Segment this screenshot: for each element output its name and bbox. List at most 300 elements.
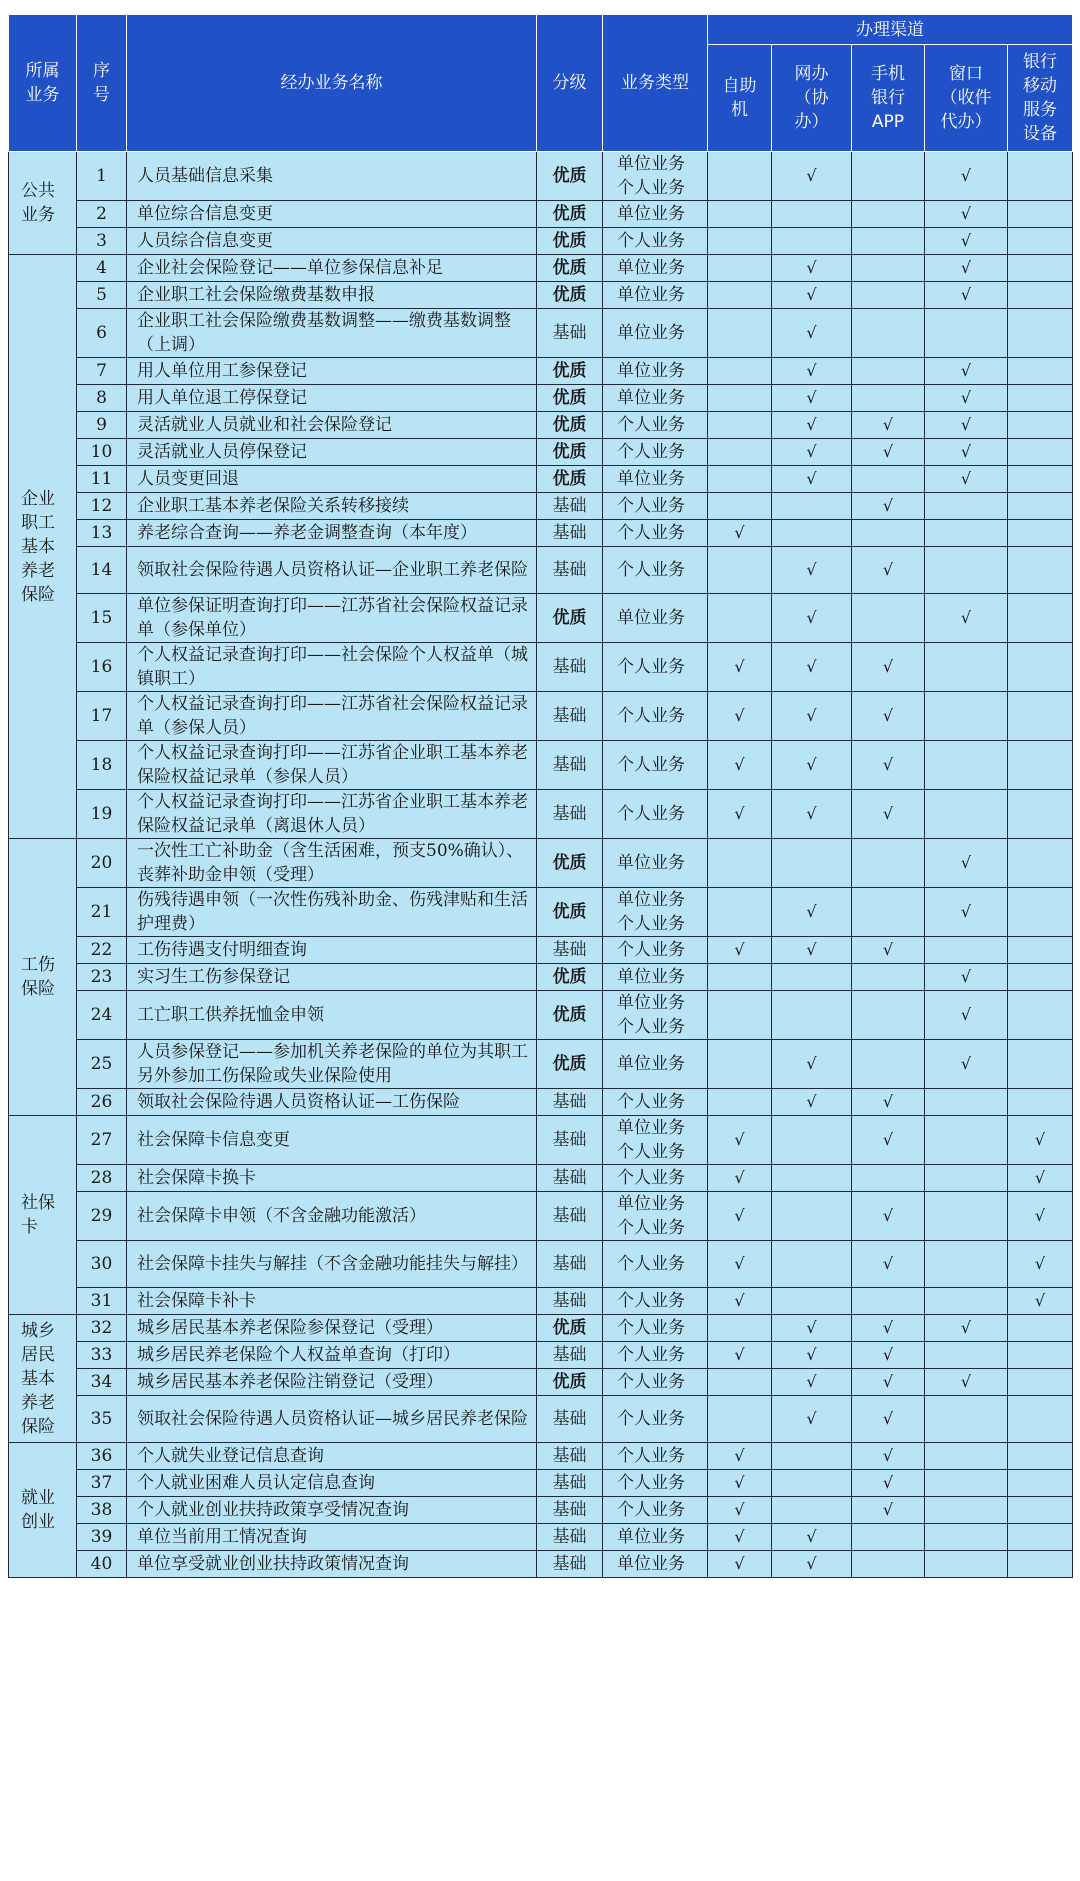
check-mark-mobile-bank: √ — [852, 1089, 925, 1116]
check-mark-self-service: √ — [708, 1551, 772, 1578]
empty-cell-mobile-bank — [852, 358, 925, 385]
empty-cell-mobile-bank — [852, 466, 925, 493]
empty-cell-bank-device — [1008, 309, 1073, 358]
check-mark-mobile-bank: √ — [852, 1470, 925, 1497]
cell-seq: 11 — [77, 466, 127, 493]
check-mark-mobile-bank: √ — [852, 493, 925, 520]
cell-seq: 27 — [77, 1116, 127, 1165]
cell-service-name: 城乡居民基本养老保险注销登记（受理） — [127, 1369, 537, 1396]
empty-cell-window — [925, 1524, 1008, 1551]
empty-cell-mobile-bank — [852, 888, 925, 937]
empty-cell-online — [772, 1116, 852, 1165]
cell-seq: 4 — [77, 255, 127, 282]
check-mark-window: √ — [925, 358, 1008, 385]
cell-business-type: 个人业务 — [603, 520, 708, 547]
cell-level: 基础 — [537, 643, 603, 692]
check-mark-online: √ — [772, 1551, 852, 1578]
cell-business-group: 企业 职工 基本 养老 保险 — [9, 255, 77, 839]
cell-service-name: 企业职工社会保险缴费基数调整——缴费基数调整（上调） — [127, 309, 537, 358]
cell-business-type: 单位业务 — [603, 282, 708, 309]
cell-service-name: 养老综合查询——养老金调整查询（本年度） — [127, 520, 537, 547]
table-row — [9, 282, 1073, 309]
header-group: 所属 业务 — [9, 15, 77, 152]
check-mark-mobile-bank: √ — [852, 741, 925, 790]
check-mark-self-service: √ — [708, 741, 772, 790]
empty-cell-bank-device — [1008, 643, 1073, 692]
cell-level: 基础 — [537, 790, 603, 839]
empty-cell-bank-device — [1008, 692, 1073, 741]
empty-cell-bank-device — [1008, 1040, 1073, 1089]
check-mark-window: √ — [925, 255, 1008, 282]
cell-business-type: 单位业务 — [603, 839, 708, 888]
table-row — [9, 692, 1073, 741]
empty-cell-self-service — [708, 888, 772, 937]
empty-cell-bank-device — [1008, 991, 1073, 1040]
empty-cell-self-service — [708, 282, 772, 309]
table-row — [9, 493, 1073, 520]
cell-service-name: 人员基础信息采集 — [127, 152, 537, 201]
check-mark-online: √ — [772, 412, 852, 439]
cell-seq: 23 — [77, 964, 127, 991]
cell-business-type: 个人业务 — [603, 1369, 708, 1396]
cell-service-name: 城乡居民基本养老保险参保登记（受理） — [127, 1315, 537, 1342]
cell-level: 基础 — [537, 1443, 603, 1470]
cell-seq: 10 — [77, 439, 127, 466]
check-mark-self-service: √ — [708, 520, 772, 547]
check-mark-online: √ — [772, 741, 852, 790]
empty-cell-bank-device — [1008, 1470, 1073, 1497]
empty-cell-self-service — [708, 547, 772, 594]
empty-cell-self-service — [708, 309, 772, 358]
cell-seq: 14 — [77, 547, 127, 594]
cell-business-type: 单位业务 个人业务 — [603, 1116, 708, 1165]
empty-cell-bank-device — [1008, 493, 1073, 520]
check-mark-online: √ — [772, 255, 852, 282]
cell-seq: 35 — [77, 1396, 127, 1443]
check-mark-bank-device: √ — [1008, 1288, 1073, 1315]
cell-level: 基础 — [537, 1396, 603, 1443]
header-level: 分级 — [537, 15, 603, 152]
check-mark-self-service: √ — [708, 1443, 772, 1470]
check-mark-self-service: √ — [708, 1342, 772, 1369]
cell-service-name: 个人权益记录查询打印——江苏省企业职工基本养老保险权益记录单（离退休人员） — [127, 790, 537, 839]
check-mark-mobile-bank: √ — [852, 1192, 925, 1241]
empty-cell-window — [925, 309, 1008, 358]
check-mark-window: √ — [925, 839, 1008, 888]
cell-level: 基础 — [537, 1342, 603, 1369]
check-mark-window: √ — [925, 1315, 1008, 1342]
cell-seq: 34 — [77, 1369, 127, 1396]
empty-cell-mobile-bank — [852, 385, 925, 412]
cell-level: 优质 — [537, 439, 603, 466]
empty-cell-online — [772, 493, 852, 520]
cell-business-type: 单位业务 — [603, 309, 708, 358]
cell-service-name: 社会保障卡申领（不含金融功能激活） — [127, 1192, 537, 1241]
check-mark-online: √ — [772, 547, 852, 594]
check-mark-window: √ — [925, 1040, 1008, 1089]
cell-business-type: 个人业务 — [603, 741, 708, 790]
empty-cell-bank-device — [1008, 439, 1073, 466]
check-mark-self-service: √ — [708, 1470, 772, 1497]
empty-cell-mobile-bank — [852, 594, 925, 643]
header-channel-online: 网办 （协 办） — [772, 45, 852, 152]
cell-seq: 24 — [77, 991, 127, 1040]
header-type: 业务类型 — [603, 15, 708, 152]
empty-cell-mobile-bank — [852, 991, 925, 1040]
check-mark-self-service: √ — [708, 1497, 772, 1524]
cell-level: 基础 — [537, 547, 603, 594]
cell-service-name: 企业职工基本养老保险关系转移接续 — [127, 493, 537, 520]
check-mark-online: √ — [772, 1040, 852, 1089]
cell-level: 优质 — [537, 282, 603, 309]
table-row — [9, 1551, 1073, 1578]
empty-cell-mobile-bank — [852, 964, 925, 991]
empty-cell-online — [772, 228, 852, 255]
cell-seq: 29 — [77, 1192, 127, 1241]
empty-cell-online — [772, 1497, 852, 1524]
empty-cell-bank-device — [1008, 358, 1073, 385]
cell-seq: 1 — [77, 152, 127, 201]
cell-level: 基础 — [537, 1524, 603, 1551]
check-mark-online: √ — [772, 1524, 852, 1551]
check-mark-bank-device: √ — [1008, 1116, 1073, 1165]
cell-business-type: 个人业务 — [603, 439, 708, 466]
cell-seq: 16 — [77, 643, 127, 692]
empty-cell-window — [925, 1470, 1008, 1497]
table-row — [9, 1470, 1073, 1497]
empty-cell-self-service — [708, 964, 772, 991]
empty-cell-window — [925, 1241, 1008, 1288]
check-mark-window: √ — [925, 439, 1008, 466]
check-mark-window: √ — [925, 594, 1008, 643]
header-channels-title: 办理渠道 — [708, 15, 1073, 45]
check-mark-self-service: √ — [708, 1165, 772, 1192]
cell-business-type: 个人业务 — [603, 1396, 708, 1443]
check-mark-window: √ — [925, 228, 1008, 255]
check-mark-self-service: √ — [708, 790, 772, 839]
check-mark-online: √ — [772, 1315, 852, 1342]
empty-cell-online — [772, 964, 852, 991]
empty-cell-bank-device — [1008, 1315, 1073, 1342]
check-mark-online: √ — [772, 937, 852, 964]
cell-service-name: 一次性工亡补助金（含生活困难，预支50%确认）、丧葬补助金申领（受理） — [127, 839, 537, 888]
cell-seq: 22 — [77, 937, 127, 964]
empty-cell-self-service — [708, 466, 772, 493]
check-mark-mobile-bank: √ — [852, 692, 925, 741]
cell-service-name: 社会保障卡挂失与解挂（不含金融功能挂失与解挂） — [127, 1241, 537, 1288]
cell-level: 基础 — [537, 1470, 603, 1497]
cell-seq: 36 — [77, 1443, 127, 1470]
empty-cell-mobile-bank — [852, 1040, 925, 1089]
cell-business-type: 单位业务 — [603, 201, 708, 228]
check-mark-mobile-bank: √ — [852, 1241, 925, 1288]
table-row — [9, 594, 1073, 643]
cell-service-name: 伤残待遇申领（一次性伤残补助金、伤残津贴和生活护理费） — [127, 888, 537, 937]
table-row — [9, 439, 1073, 466]
cell-business-type: 单位业务 — [603, 466, 708, 493]
cell-business-type: 单位业务 — [603, 594, 708, 643]
cell-seq: 17 — [77, 692, 127, 741]
empty-cell-window — [925, 1089, 1008, 1116]
empty-cell-bank-device — [1008, 1369, 1073, 1396]
empty-cell-self-service — [708, 201, 772, 228]
check-mark-window: √ — [925, 466, 1008, 493]
check-mark-online: √ — [772, 790, 852, 839]
check-mark-mobile-bank: √ — [852, 1116, 925, 1165]
cell-level: 优质 — [537, 358, 603, 385]
empty-cell-self-service — [708, 152, 772, 201]
cell-business-type: 个人业务 — [603, 228, 708, 255]
empty-cell-window — [925, 643, 1008, 692]
empty-cell-online — [772, 201, 852, 228]
cell-business-group: 公共 业务 — [9, 152, 77, 255]
table-row — [9, 152, 1073, 201]
cell-seq: 38 — [77, 1497, 127, 1524]
cell-seq: 31 — [77, 1288, 127, 1315]
cell-service-name: 个人权益记录查询打印——江苏省企业职工基本养老保险权益记录单（参保人员） — [127, 741, 537, 790]
empty-cell-self-service — [708, 594, 772, 643]
cell-business-type: 个人业务 — [603, 1165, 708, 1192]
cell-business-type: 个人业务 — [603, 412, 708, 439]
check-mark-mobile-bank: √ — [852, 439, 925, 466]
check-mark-window: √ — [925, 964, 1008, 991]
cell-service-name: 实习生工伤参保登记 — [127, 964, 537, 991]
table-row — [9, 964, 1073, 991]
check-mark-window: √ — [925, 385, 1008, 412]
empty-cell-mobile-bank — [852, 1165, 925, 1192]
cell-service-name: 个人权益记录查询打印——社会保险个人权益单（城镇职工） — [127, 643, 537, 692]
empty-cell-bank-device — [1008, 790, 1073, 839]
check-mark-online: √ — [772, 692, 852, 741]
check-mark-window: √ — [925, 991, 1008, 1040]
table-row — [9, 228, 1073, 255]
cell-seq: 25 — [77, 1040, 127, 1089]
cell-level: 优质 — [537, 201, 603, 228]
empty-cell-window — [925, 790, 1008, 839]
check-mark-bank-device: √ — [1008, 1192, 1073, 1241]
empty-cell-mobile-bank — [852, 1524, 925, 1551]
header-seq: 序 号 — [77, 15, 127, 152]
cell-business-type: 个人业务 — [603, 643, 708, 692]
check-mark-mobile-bank: √ — [852, 1396, 925, 1443]
cell-seq: 26 — [77, 1089, 127, 1116]
table-row — [9, 547, 1073, 594]
check-mark-mobile-bank: √ — [852, 547, 925, 594]
check-mark-self-service: √ — [708, 1288, 772, 1315]
header-channel-self-service: 自助 机 — [708, 45, 772, 152]
cell-level: 基础 — [537, 937, 603, 964]
empty-cell-window — [925, 1116, 1008, 1165]
cell-service-name: 单位当前用工情况查询 — [127, 1524, 537, 1551]
table-row — [9, 255, 1073, 282]
empty-cell-bank-device — [1008, 937, 1073, 964]
cell-service-name: 社会保障卡补卡 — [127, 1288, 537, 1315]
empty-cell-bank-device — [1008, 888, 1073, 937]
cell-seq: 12 — [77, 493, 127, 520]
check-mark-self-service: √ — [708, 1524, 772, 1551]
header-name: 经办业务名称 — [127, 15, 537, 152]
cell-level: 基础 — [537, 1551, 603, 1578]
table-row — [9, 643, 1073, 692]
check-mark-online: √ — [772, 385, 852, 412]
cell-service-name: 企业职工社会保险缴费基数申报 — [127, 282, 537, 309]
cell-seq: 2 — [77, 201, 127, 228]
table-row — [9, 1165, 1073, 1192]
empty-cell-self-service — [708, 1369, 772, 1396]
check-mark-online: √ — [772, 643, 852, 692]
cell-business-type: 个人业务 — [603, 790, 708, 839]
cell-level: 优质 — [537, 1369, 603, 1396]
empty-cell-bank-device — [1008, 594, 1073, 643]
cell-level: 基础 — [537, 1165, 603, 1192]
empty-cell-window — [925, 493, 1008, 520]
table-row — [9, 1116, 1073, 1165]
check-mark-window: √ — [925, 888, 1008, 937]
cell-level: 优质 — [537, 412, 603, 439]
table-row — [9, 309, 1073, 358]
check-mark-mobile-bank: √ — [852, 1315, 925, 1342]
check-mark-online: √ — [772, 594, 852, 643]
cell-business-type: 单位业务 个人业务 — [603, 152, 708, 201]
empty-cell-self-service — [708, 439, 772, 466]
check-mark-self-service: √ — [708, 692, 772, 741]
cell-seq: 32 — [77, 1315, 127, 1342]
table-row — [9, 991, 1073, 1040]
cell-level: 优质 — [537, 228, 603, 255]
check-mark-bank-device: √ — [1008, 1165, 1073, 1192]
table-row — [9, 1288, 1073, 1315]
cell-business-type: 单位业务 — [603, 1040, 708, 1089]
table-row — [9, 201, 1073, 228]
cell-business-type: 单位业务 个人业务 — [603, 888, 708, 937]
check-mark-online: √ — [772, 1369, 852, 1396]
check-mark-mobile-bank: √ — [852, 790, 925, 839]
cell-level: 优质 — [537, 991, 603, 1040]
cell-service-name: 用人单位退工停保登记 — [127, 385, 537, 412]
cell-business-type: 个人业务 — [603, 547, 708, 594]
empty-cell-mobile-bank — [852, 1288, 925, 1315]
empty-cell-self-service — [708, 358, 772, 385]
check-mark-online: √ — [772, 1396, 852, 1443]
cell-seq: 13 — [77, 520, 127, 547]
cell-service-name: 领取社会保险待遇人员资格认证—企业职工养老保险 — [127, 547, 537, 594]
cell-service-name: 个人就失业登记信息查询 — [127, 1443, 537, 1470]
cell-level: 基础 — [537, 1116, 603, 1165]
empty-cell-bank-device — [1008, 1497, 1073, 1524]
check-mark-online: √ — [772, 888, 852, 937]
cell-service-name: 企业社会保险登记——单位参保信息补足 — [127, 255, 537, 282]
cell-business-type: 单位业务 个人业务 — [603, 991, 708, 1040]
cell-level: 优质 — [537, 964, 603, 991]
table-row — [9, 1241, 1073, 1288]
cell-business-type: 个人业务 — [603, 1241, 708, 1288]
empty-cell-online — [772, 1165, 852, 1192]
cell-business-type: 单位业务 — [603, 964, 708, 991]
empty-cell-online — [772, 1443, 852, 1470]
check-mark-mobile-bank: √ — [852, 1443, 925, 1470]
cell-level: 优质 — [537, 1040, 603, 1089]
service-channel-table — [8, 14, 1073, 1578]
empty-cell-mobile-bank — [852, 520, 925, 547]
cell-service-name: 工亡职工供养抚恤金申领 — [127, 991, 537, 1040]
cell-service-name: 城乡居民养老保险个人权益单查询（打印） — [127, 1342, 537, 1369]
empty-cell-online — [772, 1241, 852, 1288]
cell-service-name: 个人就业创业扶持政策享受情况查询 — [127, 1497, 537, 1524]
cell-service-name: 领取社会保险待遇人员资格认证—城乡居民养老保险 — [127, 1396, 537, 1443]
watermark: 美 — [440, 1844, 473, 1874]
table-row — [9, 937, 1073, 964]
empty-cell-mobile-bank — [852, 839, 925, 888]
table-row — [9, 1443, 1073, 1470]
cell-service-name: 灵活就业人员就业和社会保险登记 — [127, 412, 537, 439]
cell-business-group: 社保 卡 — [9, 1116, 77, 1315]
empty-cell-mobile-bank — [852, 201, 925, 228]
cell-seq: 20 — [77, 839, 127, 888]
cell-seq: 40 — [77, 1551, 127, 1578]
cell-service-name: 个人就业困难人员认定信息查询 — [127, 1470, 537, 1497]
cell-seq: 21 — [77, 888, 127, 937]
check-mark-self-service: √ — [708, 1192, 772, 1241]
empty-cell-self-service — [708, 228, 772, 255]
check-mark-bank-device: √ — [1008, 1241, 1073, 1288]
empty-cell-bank-device — [1008, 385, 1073, 412]
check-mark-online: √ — [772, 152, 852, 201]
cell-seq: 6 — [77, 309, 127, 358]
empty-cell-window — [925, 937, 1008, 964]
table-row — [9, 1396, 1073, 1443]
cell-business-type: 个人业务 — [603, 1315, 708, 1342]
empty-cell-window — [925, 1288, 1008, 1315]
check-mark-online: √ — [772, 309, 852, 358]
cell-service-name: 人员参保登记——参加机关养老保险的单位为其职工另外参加工伤保险或失业保险使用 — [127, 1040, 537, 1089]
empty-cell-bank-device — [1008, 839, 1073, 888]
cell-level: 基础 — [537, 1497, 603, 1524]
empty-cell-self-service — [708, 991, 772, 1040]
cell-level: 优质 — [537, 594, 603, 643]
cell-business-type: 个人业务 — [603, 1288, 708, 1315]
cell-business-group: 就业 创业 — [9, 1443, 77, 1578]
empty-cell-window — [925, 520, 1008, 547]
cell-seq: 39 — [77, 1524, 127, 1551]
empty-cell-window — [925, 1396, 1008, 1443]
check-mark-mobile-bank: √ — [852, 937, 925, 964]
cell-service-name: 个人权益记录查询打印——江苏省社会保险权益记录单（参保人员） — [127, 692, 537, 741]
empty-cell-bank-device — [1008, 412, 1073, 439]
table-row — [9, 358, 1073, 385]
empty-cell-self-service — [708, 1040, 772, 1089]
cell-level: 基础 — [537, 1241, 603, 1288]
empty-cell-self-service — [708, 493, 772, 520]
empty-cell-bank-device — [1008, 1443, 1073, 1470]
check-mark-mobile-bank: √ — [852, 643, 925, 692]
cell-level: 基础 — [537, 1192, 603, 1241]
cell-service-name: 用人单位用工参保登记 — [127, 358, 537, 385]
empty-cell-window — [925, 547, 1008, 594]
check-mark-mobile-bank: √ — [852, 1342, 925, 1369]
empty-cell-bank-device — [1008, 1524, 1073, 1551]
cell-business-type: 个人业务 — [603, 692, 708, 741]
empty-cell-self-service — [708, 255, 772, 282]
empty-cell-bank-device — [1008, 201, 1073, 228]
empty-cell-bank-device — [1008, 547, 1073, 594]
empty-cell-window — [925, 1342, 1008, 1369]
cell-level: 基础 — [537, 1288, 603, 1315]
check-mark-mobile-bank: √ — [852, 1497, 925, 1524]
empty-cell-window — [925, 1192, 1008, 1241]
empty-cell-self-service — [708, 1396, 772, 1443]
empty-cell-online — [772, 1192, 852, 1241]
table-header — [9, 15, 1073, 152]
